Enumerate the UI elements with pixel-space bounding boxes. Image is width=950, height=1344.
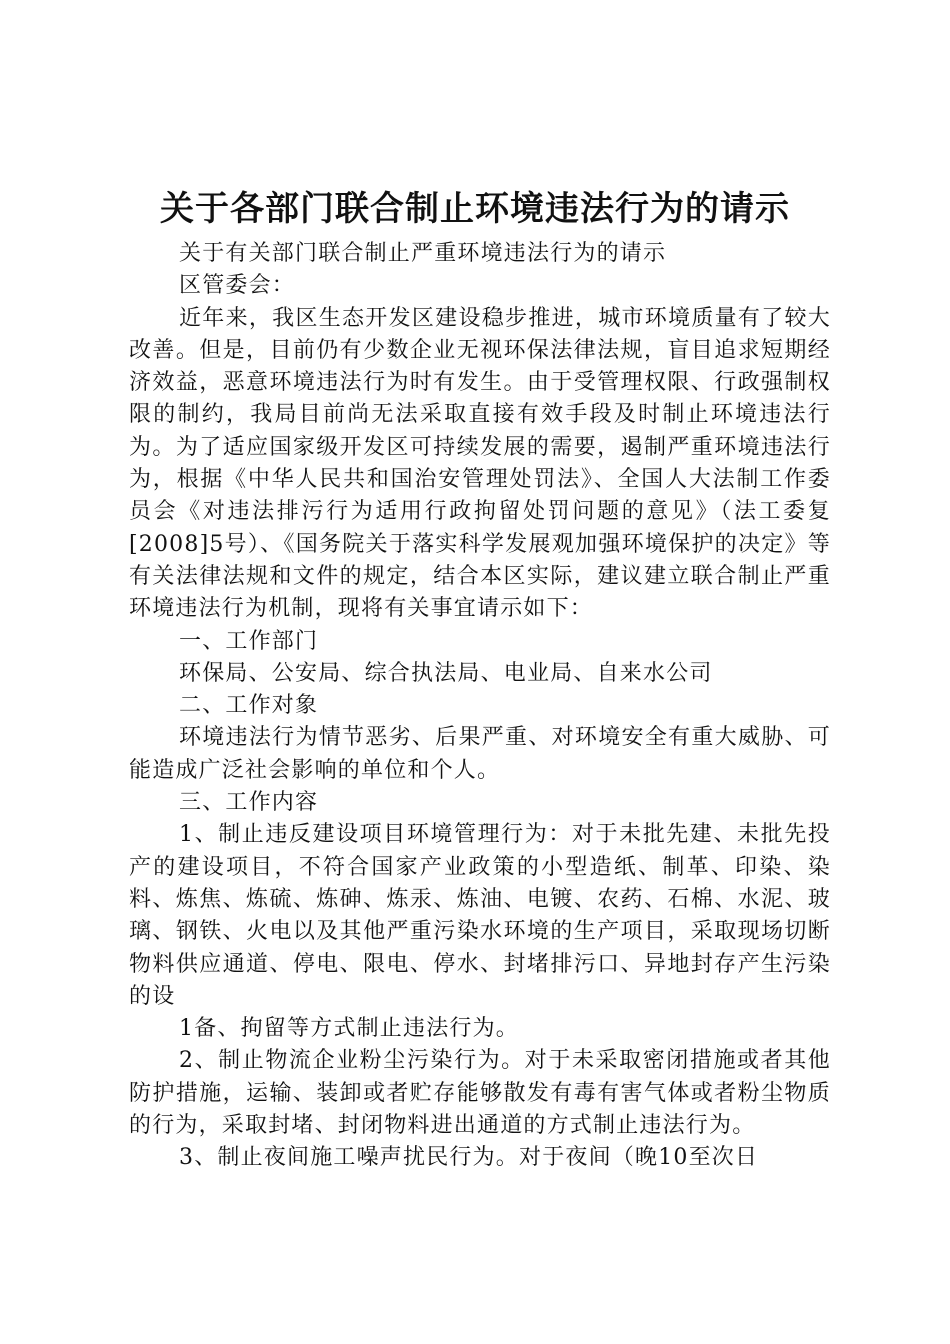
subject-line: 关于有关部门联合制止严重环境违法行为的请示	[179, 241, 667, 266]
section-heading-content: 三、工作内容	[179, 790, 319, 816]
section-heading-targets: 二、工作对象	[179, 693, 319, 719]
document-title: 关于各部门联合制止环境违法行为的请示	[160, 189, 790, 229]
departments-list: 环保局、公安局、综合执法局、电业局、自来水公司	[179, 660, 713, 686]
intro-paragraph: 近年来，我区生态开发区建设稳步推进，城市环境质量有了较大改善。但是，目前仍有少数企业无视环保法律法规，盲目追求短期经济效益，恶意环境违法行为时有发生。由于受管理权限、行政强制权限的制约，我局目前尚无法采取直接有效手段及时制止环境违法行为。为了适应国家级开发区可持续发展的需要，遏制严重环境违法行为，根据《中华人民共和国治安管理处罚法》、全国人大法制工作委员会《对违法排污行为适用行政拘留处罚问题的意见》（法工委复[2008]5号）、《国务院关于落实科学发展观加强环境保护的决定》等有关法律法规和文件的规定，结合本区实际，建议建立联合制止严重环境违法行为机制，现将有关事宜请示如下：	[129, 305, 831, 622]
salutation: 区管委会：	[179, 273, 296, 299]
document-body	[129, 238, 831, 1175]
content-item-1: 1、制止违反建设项目环境管理行为：对于未批先建、未批先投产的建设项目，不符合国家产业政策的小型造纸、制革、印染、染料、炼焦、炼硫、炼砷、炼汞、炼油、电镀、农药、石棉、水泥、玻璃、钢铁、火电以及其他严重污染水环境的生产项目，采取现场切断物料供应通道、停电、限电、停水、封堵排污口、异地封存产生污染的设	[129, 822, 831, 1009]
content-item-2: 2、制止物流企业粉尘污染行为。对于未采取密闭措施或者其他防护措施，运输、装卸或者贮存能够散发有毒有害气体或者粉尘物质的行为，采取封堵、封闭物料进出通道的方式制止违法行为。	[129, 1048, 831, 1139]
targets-paragraph: 环境违法行为情节恶劣、后果严重、对环境安全有重大威胁、可能造成广泛社会影响的单位和个人。	[129, 725, 831, 783]
content-item-3: 3、制止夜间施工噪声扰民行为。对于夜间（晚10至次日	[179, 1145, 759, 1171]
content-item-1-continued: 1备、拘留等方式制止违法行为。	[179, 1016, 519, 1042]
section-heading-departments: 一、工作部门	[179, 628, 319, 654]
